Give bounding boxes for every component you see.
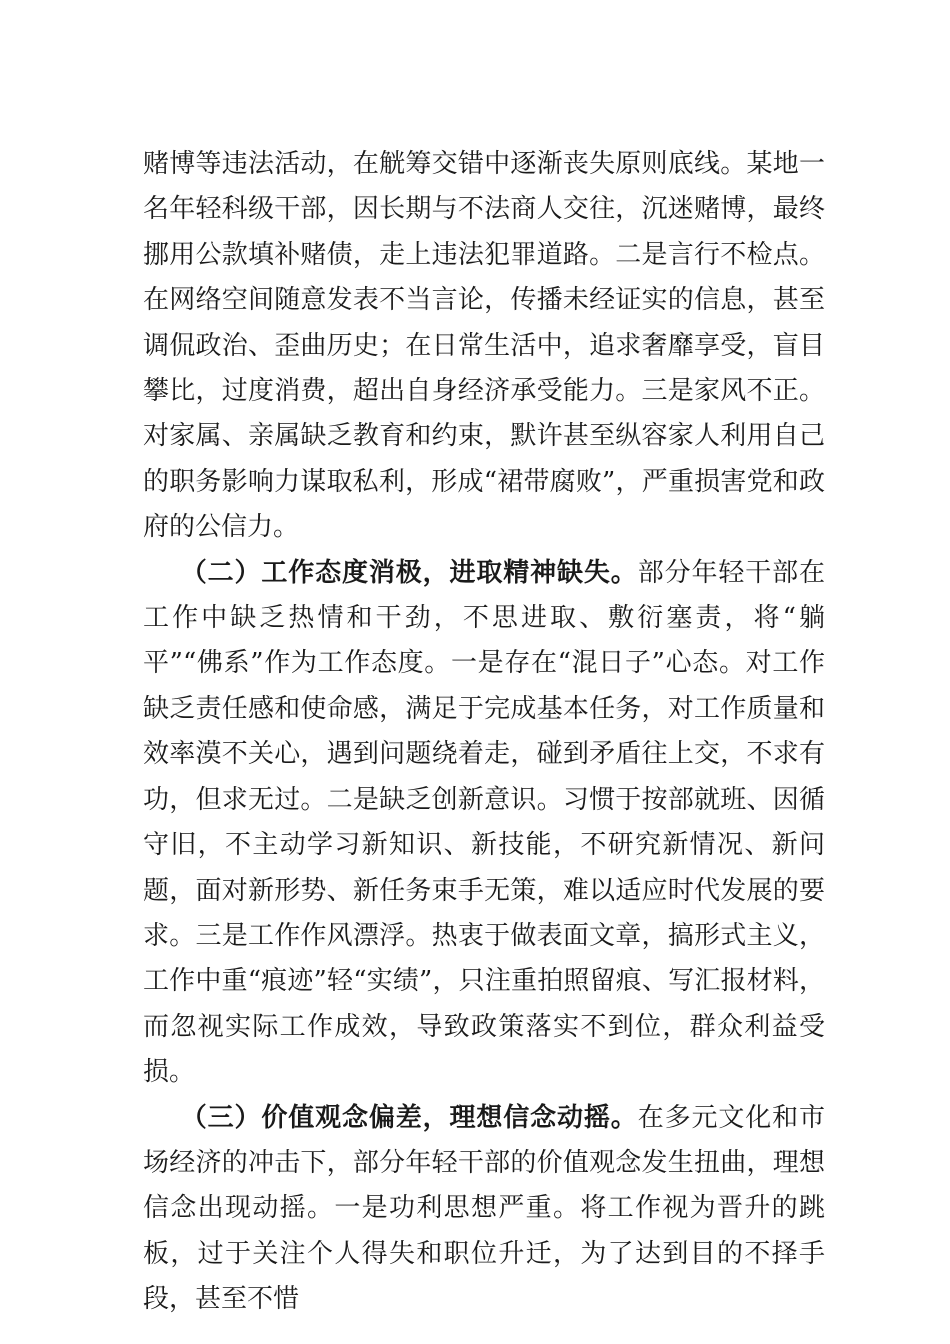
paragraph-1-body: 赌博等违法活动，在觥筹交错中逐渐丧失原则底线。某地一名年轻科级干部，因长期与不法商人交往，沉迷赌博，最终挪用公款填补赌债，走上违法犯罪道路。二是言行不检点。在网络空间随意发表不当言论，传播未经证实的信息，甚至调侃政治、歪曲历史；在日常生活中，追求奢靡享受，盲目攀比，过度消费，超出自身经济承受能力。三是家风不正。对家属、亲属缺乏教育和约束，默许甚至纵容家人利用自己的职务影响力谋取私利，形成“裙带腐败”，严重损害党和政府的公信力。 xyxy=(143,149,825,543)
paragraph-2-body: 部分年轻干部在工作中缺乏热情和干劲，不思进取、敷衍塞责，将“躺平”“佛系”作为工作态度。一是存在“混日子”心态。对工作缺乏责任感和使命感，满足于完成基本任务，对工作质量和效率漠不关心，遇到问题绕着走，碰到矛盾往上交，不求有功，但求无过。二是缺乏创新意识。习惯于按部就班、因循守旧，不主动学习新知识、新技能，不研究新情况、新问题，面对新形势、新任务束手无策，难以适应时代发展的要求。三是工作作风漂浮。热衷于做表面文章，搞形式主义，工作中重“痕迹”轻“实绩”，只注重拍照留痕、写汇报材料，而忽视实际工作成效，导致政策落实不到位，群众利益受损。 xyxy=(143,557,825,1088)
paragraph-3 xyxy=(143,1096,825,1323)
paragraph-3-heading: （三）价值观念偏差，理想信念动摇。 xyxy=(180,1102,638,1133)
paragraph-3-body: 在多元文化和市场经济的冲击下，部分年轻干部的价值观念发生扭曲，理想信念出现动摇。一是功利思想严重。将工作视为晋升的跳板，过于关注个人得失和职位升迁，为了达到目的不择手段，甚至不惜 xyxy=(143,1102,825,1315)
paragraph-2 xyxy=(143,551,825,1096)
paragraph-2-heading: （二）工作态度消极，进取精神缺失。 xyxy=(180,557,638,588)
document-body xyxy=(143,142,825,1323)
paragraph-1 xyxy=(143,142,825,551)
